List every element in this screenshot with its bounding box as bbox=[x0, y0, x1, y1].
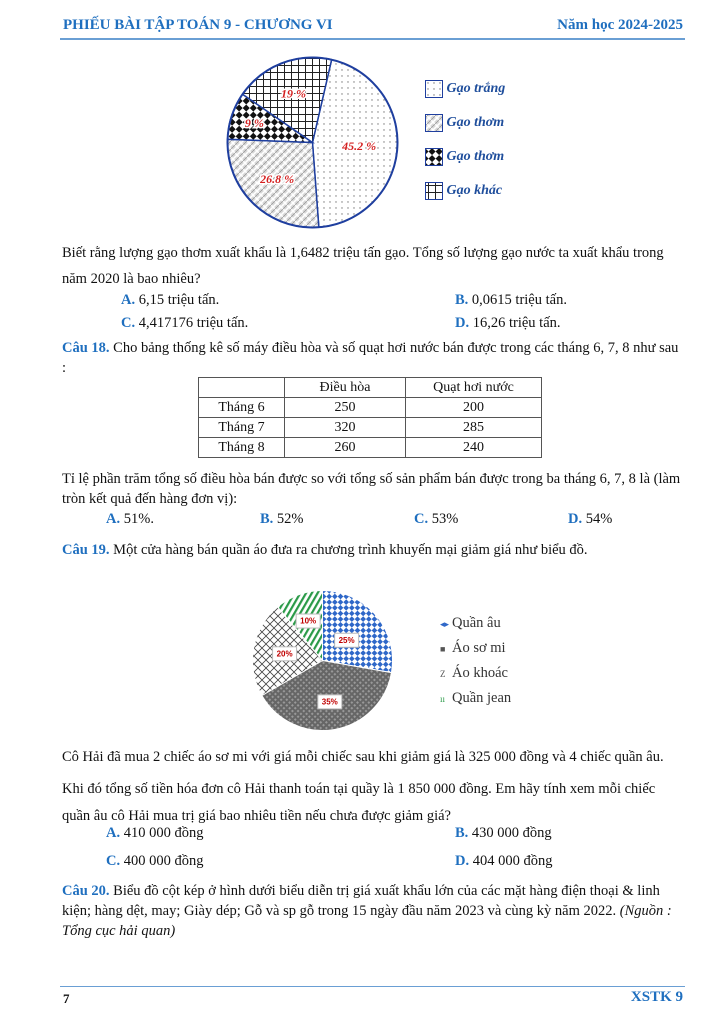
q19-body: Một cửa hàng bán quần áo đưa ra chương trình khuyến mại giảm giá như biểu đồ. bbox=[113, 542, 588, 558]
legend-item-quan-jean bbox=[440, 690, 511, 707]
legend-label: Gạo khác bbox=[446, 183, 503, 199]
option-key: C. bbox=[121, 315, 136, 331]
table-cell: 240 bbox=[406, 438, 542, 458]
legend-item-ao-khoac bbox=[440, 665, 508, 682]
table-cell: Tháng 7 bbox=[199, 418, 285, 438]
table-row bbox=[199, 398, 542, 418]
legend-label: Gạo thơm bbox=[446, 149, 505, 165]
option-text: 400 000 đồng bbox=[123, 853, 204, 869]
table-cell: 320 bbox=[285, 418, 406, 438]
option-text: 4,417176 triệu tấn. bbox=[138, 315, 249, 331]
q17-text: Biết rằng lượng gạo thơm xuất khẩu là 1,6482 triệu tấn gạo. Tổng số lượng gạo nước ta xuất khẩu trong năm 2020 là bao nhiêu? bbox=[62, 245, 664, 287]
legend-item-gao-trang bbox=[425, 80, 505, 98]
table-cell: 200 bbox=[406, 398, 542, 418]
pie-label: 9 % bbox=[244, 116, 264, 131]
legend-item-gao-khac bbox=[425, 182, 502, 200]
legend-label: Gạo trắng bbox=[446, 81, 506, 97]
option-key: D. bbox=[455, 853, 470, 869]
legend-label: Quần jean bbox=[452, 690, 512, 706]
pie-label: 45.2 % bbox=[342, 139, 377, 154]
option-key: C. bbox=[106, 853, 121, 869]
table-header-cell: Điều hòa bbox=[285, 378, 406, 398]
legend-item-quan-au bbox=[440, 615, 501, 632]
legend-label: Gạo thơm bbox=[446, 115, 505, 131]
option-key: D. bbox=[568, 511, 583, 527]
option-text: 16,26 triệu tấn. bbox=[472, 315, 561, 331]
stripe-icon: ıı bbox=[440, 694, 446, 704]
square-pattern-icon: ■ bbox=[440, 644, 446, 654]
legend-item-gao-thom-2 bbox=[425, 148, 504, 166]
option-key: A. bbox=[106, 511, 121, 527]
legend-label: Quần âu bbox=[452, 615, 501, 631]
q20-label: Câu 20. bbox=[62, 883, 110, 899]
table-header-cell bbox=[199, 378, 285, 398]
q19-option-b[interactable] bbox=[455, 825, 552, 842]
q19-option-a[interactable] bbox=[106, 825, 203, 842]
header-year: Năm học 2024-2025 bbox=[557, 17, 683, 33]
footer-code: XSTK 9 bbox=[630, 989, 683, 1005]
option-text: 51%. bbox=[123, 511, 154, 527]
option-key: B. bbox=[455, 292, 469, 308]
table-header-row bbox=[199, 378, 542, 398]
legend-item-ao-so-mi bbox=[440, 640, 506, 657]
q17-option-d[interactable] bbox=[455, 315, 561, 332]
q20-text bbox=[62, 881, 684, 941]
q19-option-c[interactable] bbox=[106, 853, 203, 870]
table-cell: 250 bbox=[285, 398, 406, 418]
footer-divider bbox=[60, 986, 685, 987]
q17-option-b[interactable] bbox=[455, 292, 567, 309]
q17-option-a[interactable] bbox=[121, 292, 219, 309]
option-key: B. bbox=[260, 511, 274, 527]
pie-label: 35% bbox=[321, 697, 338, 707]
q19-text bbox=[62, 540, 684, 560]
pie-slice-1 bbox=[323, 591, 393, 673]
rice-pie-chart bbox=[225, 55, 400, 230]
q18-question: Tỉ lệ phần trăm tổng số điều hòa bán được so với tổng số sản phẩm bán được trong ba tháng 6, 7, 8 là (làm tròn kết quả đến hàng đơn vị): bbox=[62, 471, 681, 507]
q18-label: Câu 18. bbox=[62, 340, 110, 356]
q19-question-1: Cô Hải đã mua 2 chiếc áo sơ mi với giá mỗi chiếc sau khi giảm giá là 325 000 đồng và 4 chiếc quần âu. bbox=[62, 749, 664, 765]
pie-label: 26.8 % bbox=[260, 172, 295, 187]
option-text: 52% bbox=[276, 511, 304, 527]
pie-label: 19 % bbox=[280, 86, 306, 101]
clothes-pie-chart bbox=[250, 588, 395, 733]
table-cell: 285 bbox=[406, 418, 542, 438]
option-text: 0,0615 triệu tấn. bbox=[471, 292, 567, 308]
table-row bbox=[199, 418, 542, 438]
table-cell: Tháng 8 bbox=[199, 438, 285, 458]
zigzag-icon: Z bbox=[440, 669, 446, 679]
page-number: 7 bbox=[63, 991, 70, 1006]
q18-table bbox=[198, 377, 542, 458]
clothes-pie-legend bbox=[440, 615, 550, 715]
table-header-cell: Quạt hơi nước bbox=[406, 378, 542, 398]
option-key: A. bbox=[106, 825, 121, 841]
option-key: B. bbox=[455, 825, 469, 841]
q20-source: (Nguồn : Tổng cục hải quan) bbox=[62, 903, 672, 939]
header-title: PHIẾU BÀI TẬP TOÁN 9 - CHƯƠNG VI bbox=[63, 17, 333, 33]
legend-label: Áo khoác bbox=[452, 665, 508, 681]
option-text: 6,15 triệu tấn. bbox=[138, 292, 220, 308]
q18-body: Cho bảng thống kê số máy điều hòa và số quạt hơi nước bán được trong các tháng 6, 7, 8 như sau : bbox=[62, 340, 679, 376]
option-key: D. bbox=[455, 315, 470, 331]
q19-option-d[interactable] bbox=[455, 853, 552, 870]
q18-option-d[interactable] bbox=[568, 511, 612, 528]
q18-text bbox=[62, 338, 684, 378]
table-row bbox=[199, 438, 542, 458]
legend-item-gao-thom-1 bbox=[425, 114, 504, 132]
rice-pie-legend bbox=[425, 80, 545, 210]
q18-option-c[interactable] bbox=[414, 511, 458, 528]
header-divider bbox=[60, 38, 685, 40]
pie-label: 10% bbox=[300, 616, 317, 626]
option-key: C. bbox=[414, 511, 429, 527]
option-text: 404 000 đồng bbox=[472, 853, 553, 869]
q17-option-c[interactable] bbox=[121, 315, 248, 332]
q19-question-2: Khi đó tổng số tiền hóa đơn cô Hải thanh toán tại quầy là 1 850 000 đồng. Em hãy tính xem mỗi chiếc quần âu cô Hải mua trị giá bao nhiêu tiền nếu chưa được giảm giá? bbox=[62, 781, 656, 824]
option-text: 54% bbox=[585, 511, 613, 527]
table-cell: 260 bbox=[285, 438, 406, 458]
q18-option-b[interactable] bbox=[260, 511, 304, 528]
pie-label: 20% bbox=[276, 649, 293, 659]
q18-option-a[interactable] bbox=[106, 511, 154, 528]
diamond-icon: ◂▸ bbox=[440, 619, 450, 629]
option-text: 53% bbox=[431, 511, 459, 527]
q19-label: Câu 19. bbox=[62, 542, 110, 558]
option-key: A. bbox=[121, 292, 136, 308]
option-text: 410 000 đồng bbox=[123, 825, 204, 841]
legend-label: Áo sơ mi bbox=[452, 640, 506, 656]
table-cell: Tháng 6 bbox=[199, 398, 285, 418]
q20-body: Biểu đồ cột kép ở hình dưới biểu diễn trị giá xuất khẩu lớn của các mặt hàng điện thoại & linh kiện; hàng dệt, may; Giày dép; Gỗ và sp gỗ trong 15 ngày đầu năm 2023 và cùng kỳ năm 2022. bbox=[62, 883, 660, 919]
option-text: 430 000 đồng bbox=[471, 825, 552, 841]
pie-label: 25% bbox=[338, 635, 355, 645]
